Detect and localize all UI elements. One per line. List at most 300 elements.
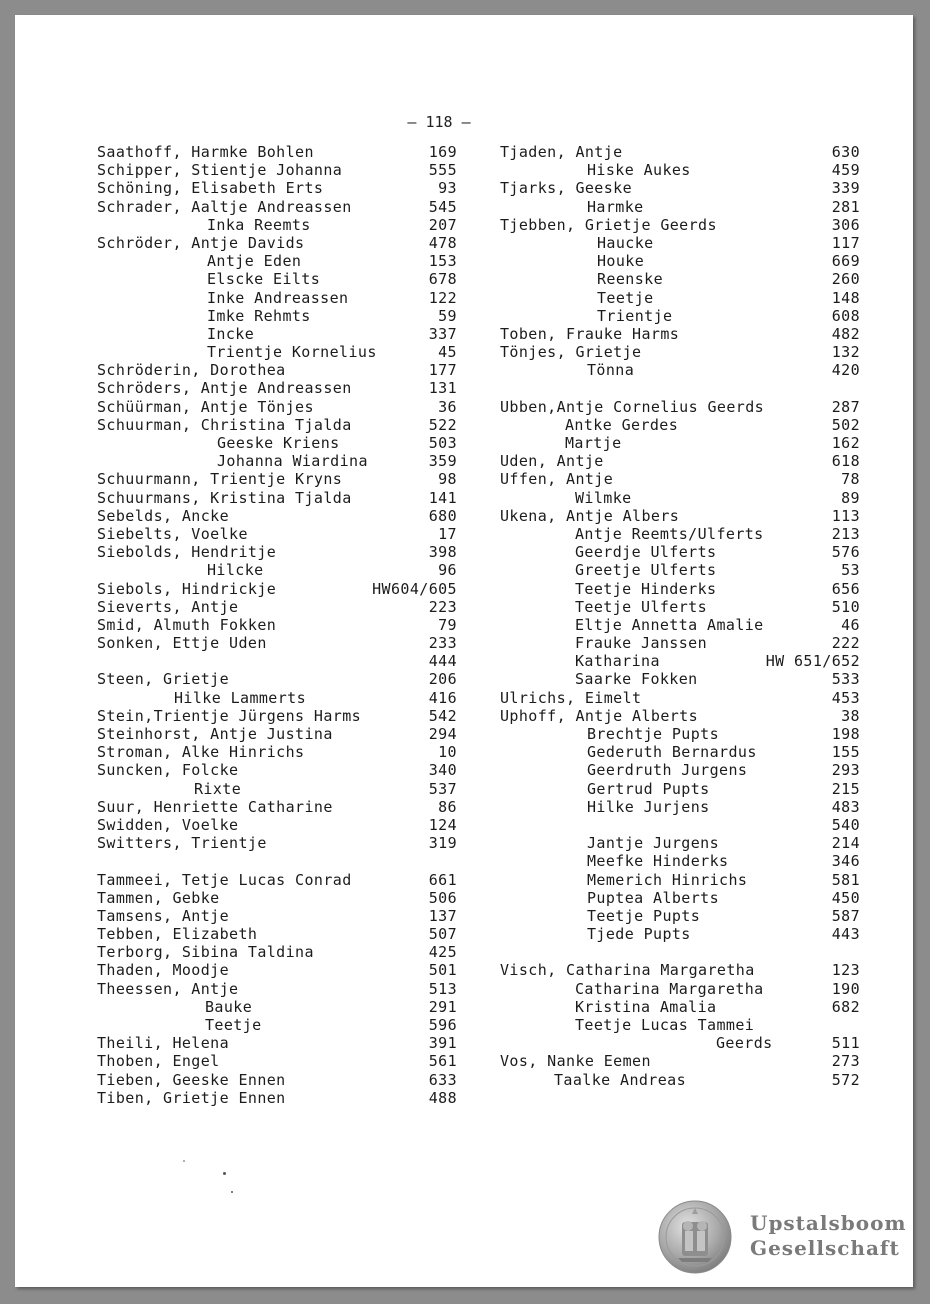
entry-name: Sebelds, Ancke xyxy=(97,506,230,525)
index-entry xyxy=(97,307,457,325)
entry-number: 177 xyxy=(428,361,457,380)
entry-name: Antje Reemts/Ulferts xyxy=(575,524,764,543)
entry-name: Rixte xyxy=(194,779,242,798)
index-entry xyxy=(500,907,860,925)
index-entry xyxy=(97,434,457,452)
index-entry xyxy=(97,634,457,652)
entry-name: Incke xyxy=(207,324,255,343)
entry-number: 678 xyxy=(428,270,457,289)
entry-name: Ukena, Antje Albers xyxy=(500,506,680,525)
index-column-right xyxy=(500,143,860,1089)
index-entry xyxy=(500,834,860,852)
entry-name: Imke Rehmts xyxy=(207,306,311,325)
index-entry xyxy=(97,361,457,379)
index-entry xyxy=(500,889,860,907)
entry-number: 661 xyxy=(428,870,457,889)
index-entry xyxy=(97,289,457,307)
entry-name: Tiben, Grietje Ennen xyxy=(97,1088,286,1107)
entry-number: 273 xyxy=(831,1052,860,1071)
entry-number: 89 xyxy=(841,488,860,507)
entry-number: 169 xyxy=(428,143,457,161)
index-entry xyxy=(500,943,860,961)
index-entry xyxy=(500,543,860,561)
entry-number: 319 xyxy=(428,834,457,853)
entry-name: Tamsens, Antje xyxy=(97,906,230,925)
index-entry xyxy=(97,416,457,434)
entry-number: 576 xyxy=(831,543,860,562)
entry-number: 198 xyxy=(831,725,860,743)
entry-name: Sonken, Ettje Uden xyxy=(97,634,267,653)
index-entry xyxy=(500,580,860,598)
entry-number: 132 xyxy=(831,343,860,362)
index-entry xyxy=(500,470,860,488)
index-entry xyxy=(500,198,860,216)
entry-number: 222 xyxy=(831,634,860,653)
entry-number: 587 xyxy=(831,906,860,925)
entry-name: Tjaden, Antje xyxy=(500,143,623,161)
index-entry xyxy=(97,1089,457,1107)
index-entry xyxy=(97,998,457,1016)
index-entry xyxy=(500,871,860,889)
index-entry xyxy=(97,343,457,361)
index-entry xyxy=(97,252,457,270)
entry-name: Antke Gerdes xyxy=(565,415,679,434)
entry-name: Saathoff, Harmke Bohlen xyxy=(97,143,314,161)
entry-number: 633 xyxy=(428,1070,457,1089)
entry-number: 117 xyxy=(831,233,860,252)
entry-number: 45 xyxy=(438,343,457,362)
entry-number: 294 xyxy=(428,725,457,743)
entry-name: Uphoff, Antje Alberts xyxy=(500,706,699,725)
entry-name: Schuurmann, Trientje Kryns xyxy=(97,470,343,489)
entry-number: 513 xyxy=(428,979,457,998)
entry-number: 293 xyxy=(831,761,860,780)
index-entry xyxy=(500,216,860,234)
entry-name: Hilke Lammerts xyxy=(174,688,307,707)
entry-name: Schöning, Elisabeth Erts xyxy=(97,179,324,198)
entry-name: Theessen, Antje xyxy=(97,979,239,998)
index-entry xyxy=(500,289,860,307)
entry-number: 391 xyxy=(428,1034,457,1053)
entry-number: 581 xyxy=(831,870,860,889)
entry-name: Hiske Aukes xyxy=(587,161,691,180)
entry-number: 669 xyxy=(831,252,860,271)
entry-number: 340 xyxy=(428,761,457,780)
index-entry xyxy=(500,980,860,998)
entry-number: 533 xyxy=(831,670,860,689)
index-entry xyxy=(500,307,860,325)
entry-number: 540 xyxy=(831,815,860,834)
entry-name: Antje Eden xyxy=(207,252,302,271)
entry-number: 459 xyxy=(831,161,860,180)
index-entry xyxy=(500,961,860,979)
entry-name: Brechtje Pupts xyxy=(587,725,720,743)
entry-name: Vos, Nanke Eemen xyxy=(500,1052,651,1071)
index-entry xyxy=(500,852,860,870)
index-entry xyxy=(500,689,860,707)
entry-name: Schrader, Aaltje Andreassen xyxy=(97,197,352,216)
index-entry xyxy=(500,561,860,579)
entry-number: 555 xyxy=(428,161,457,180)
index-entry xyxy=(500,379,860,397)
entry-name: Terborg, Sibina Taldina xyxy=(97,943,314,962)
entry-name: Siebolds, Hendritje xyxy=(97,543,277,562)
entry-number: 123 xyxy=(831,961,860,980)
entry-name: Teetje xyxy=(205,1016,262,1034)
index-entry xyxy=(97,780,457,798)
entry-number: 561 xyxy=(428,1052,457,1071)
entry-number: 680 xyxy=(428,506,457,525)
entry-number: 207 xyxy=(428,215,457,234)
index-entry xyxy=(97,761,457,779)
entry-number: 131 xyxy=(428,379,457,398)
entry-number: 153 xyxy=(428,252,457,271)
index-entry xyxy=(97,871,457,889)
index-entry xyxy=(500,161,860,179)
logo-line-1: Upstalsboom xyxy=(750,1211,907,1235)
entry-name: Hilcke xyxy=(207,561,264,580)
entry-name: Schröderin, Dorothea xyxy=(97,361,286,380)
entry-name: Inka Reemts xyxy=(207,215,311,234)
entry-number: 483 xyxy=(831,797,860,816)
index-entry xyxy=(97,889,457,907)
entry-name: Steinhorst, Antje Justina xyxy=(97,725,333,743)
entry-name: Harmke xyxy=(587,197,644,216)
entry-number: 572 xyxy=(831,1070,860,1089)
entry-number: 398 xyxy=(428,543,457,562)
entry-name: Geerdje Ulferts xyxy=(575,543,717,562)
entry-name: Theili, Helena xyxy=(97,1034,230,1053)
entry-number: 510 xyxy=(831,597,860,616)
entry-number: 444 xyxy=(428,652,457,671)
scan-speck xyxy=(223,1172,226,1175)
entry-number: 233 xyxy=(428,634,457,653)
index-entry xyxy=(97,980,457,998)
entry-name: Katharina xyxy=(575,652,660,671)
entry-number: 10 xyxy=(438,743,457,762)
entry-number: 502 xyxy=(831,415,860,434)
entry-number: 214 xyxy=(831,834,860,853)
entry-name: Uffen, Antje xyxy=(500,470,614,489)
entry-name: Tjede Pupts xyxy=(587,925,691,944)
entry-number: 359 xyxy=(428,452,457,471)
entry-name: Jantje Jurgens xyxy=(587,834,720,853)
entry-name: Smid, Almuth Fokken xyxy=(97,615,277,634)
entry-number: 215 xyxy=(831,779,860,798)
index-entry xyxy=(97,270,457,288)
index-entry xyxy=(97,452,457,470)
index-entry xyxy=(500,325,860,343)
index-entry xyxy=(500,634,860,652)
index-entry xyxy=(97,398,457,416)
entry-name: Frauke Janssen xyxy=(575,634,708,653)
entry-name: Meefke Hinderks xyxy=(587,852,729,871)
entry-number: 443 xyxy=(831,925,860,944)
entry-name: Geerdruth Jurgens xyxy=(587,761,748,780)
entry-number: 537 xyxy=(428,779,457,798)
entry-number: 46 xyxy=(841,615,860,634)
entry-number: 59 xyxy=(438,306,457,325)
index-entry xyxy=(97,198,457,216)
entry-number: 542 xyxy=(428,706,457,725)
entry-number: 346 xyxy=(831,852,860,871)
entry-name: Schröder, Antje Davids xyxy=(97,233,305,252)
entry-number: 86 xyxy=(438,797,457,816)
entry-number: 162 xyxy=(831,434,860,452)
index-entry xyxy=(500,143,860,161)
index-entry xyxy=(97,598,457,616)
index-entry xyxy=(97,179,457,197)
entry-name: Greetje Ulferts xyxy=(575,561,717,580)
index-entry xyxy=(500,707,860,725)
entry-number: 148 xyxy=(831,288,860,307)
entry-number: 608 xyxy=(831,306,860,325)
entry-number: 93 xyxy=(438,179,457,198)
entry-name: Tönna xyxy=(587,361,635,380)
entry-name: Taalke Andreas xyxy=(554,1070,687,1089)
society-logo xyxy=(658,1197,908,1277)
index-entry xyxy=(97,961,457,979)
entry-name: Tebben, Elizabeth xyxy=(97,925,258,944)
index-entry xyxy=(97,379,457,397)
entry-number: 122 xyxy=(428,288,457,307)
entry-number: HW 651/652 xyxy=(765,652,860,671)
entry-number: 281 xyxy=(831,197,860,216)
index-entry xyxy=(500,361,860,379)
entry-name: Suncken, Folcke xyxy=(97,761,239,780)
page-number-text: – 118 – xyxy=(407,113,471,131)
index-entry xyxy=(500,616,860,634)
index-entry xyxy=(500,416,860,434)
entry-number: 113 xyxy=(831,506,860,525)
entry-name: Ulrichs, Eimelt xyxy=(500,688,642,707)
entry-name: Memerich Hinrichs xyxy=(587,870,748,889)
entry-number: 656 xyxy=(831,579,860,598)
index-entry xyxy=(500,525,860,543)
index-entry xyxy=(97,580,457,598)
entry-name: Thoben, Engel xyxy=(97,1052,220,1071)
entry-number: 78 xyxy=(841,470,860,489)
entry-number: 337 xyxy=(428,324,457,343)
index-entry xyxy=(500,925,860,943)
index-entry xyxy=(97,161,457,179)
entry-number: 190 xyxy=(831,979,860,998)
entry-number: 478 xyxy=(428,233,457,252)
index-entry xyxy=(500,743,860,761)
index-entry xyxy=(500,652,860,670)
entry-number: 453 xyxy=(831,688,860,707)
index-entry xyxy=(97,798,457,816)
entry-number: 17 xyxy=(438,524,457,543)
index-entry xyxy=(97,561,457,579)
index-entry xyxy=(97,725,457,743)
entry-name: Tjarks, Geeske xyxy=(500,179,633,198)
entry-name: Thaden, Moodje xyxy=(97,961,230,980)
entry-number: 482 xyxy=(831,324,860,343)
index-entry xyxy=(97,816,457,834)
index-entry xyxy=(500,761,860,779)
entry-number: 98 xyxy=(438,470,457,489)
entry-name: Saarke Fokken xyxy=(575,670,698,689)
entry-number: 630 xyxy=(831,143,860,161)
index-entry xyxy=(500,598,860,616)
entry-name: Teetje Hinderks xyxy=(575,579,717,598)
entry-number: 425 xyxy=(428,943,457,962)
index-entry xyxy=(97,1016,457,1034)
index-entry xyxy=(500,1016,860,1034)
entry-name: Eltje Annetta Amalie xyxy=(575,615,764,634)
entry-name: Bauke xyxy=(205,997,253,1016)
entry-name: Tammeei, Tetje Lucas Conrad xyxy=(97,870,352,889)
entry-name: Tönjes, Grietje xyxy=(500,343,642,362)
entry-name: Hilke Jurjens xyxy=(587,797,710,816)
entry-name: Teetje Lucas Tammei xyxy=(575,1016,755,1034)
index-entry xyxy=(97,834,457,852)
entry-number: 488 xyxy=(428,1088,457,1107)
index-entry xyxy=(97,670,457,688)
index-entry xyxy=(500,816,860,834)
entry-name: Schüürman, Antje Tönjes xyxy=(97,397,314,416)
index-entry xyxy=(500,398,860,416)
entry-number: 682 xyxy=(831,997,860,1016)
index-entry xyxy=(97,925,457,943)
index-entry xyxy=(97,707,457,725)
entry-name: Puptea Alberts xyxy=(587,888,720,907)
entry-number: 450 xyxy=(831,888,860,907)
entry-number: 522 xyxy=(428,415,457,434)
entry-name: Johanna Wiardina xyxy=(217,452,368,471)
index-entry xyxy=(97,525,457,543)
entry-name: Geerds xyxy=(716,1034,773,1053)
entry-number: 141 xyxy=(428,488,457,507)
entry-name: Teetje xyxy=(597,288,654,307)
entry-name: Geeske Kriens xyxy=(217,434,340,452)
entry-name: Steen, Grietje xyxy=(97,670,230,689)
index-entry xyxy=(97,216,457,234)
entry-name: Tammen, Gebke xyxy=(97,888,220,907)
entry-name: Gertrud Pupts xyxy=(587,779,710,798)
entry-number: 223 xyxy=(428,597,457,616)
entry-name: Tjebben, Grietje Geerds xyxy=(500,215,717,234)
entry-number: 503 xyxy=(428,434,457,452)
index-column-left xyxy=(97,143,457,1107)
entry-number: 155 xyxy=(831,743,860,762)
scan-speck xyxy=(183,1160,185,1162)
index-entry xyxy=(97,852,457,870)
entry-name: Siebelts, Voelke xyxy=(97,524,248,543)
entry-name: Elscke Eilts xyxy=(207,270,321,289)
entry-name: Teetje Pupts xyxy=(587,906,701,925)
entry-name: Ubben,Antje Cornelius Geerds xyxy=(500,397,765,416)
entry-name: Stroman, Alke Hinrichs xyxy=(97,743,305,762)
index-entry xyxy=(500,343,860,361)
index-entry xyxy=(500,434,860,452)
entry-number: 501 xyxy=(428,961,457,980)
entry-number: 287 xyxy=(831,397,860,416)
index-entry xyxy=(500,798,860,816)
index-entry xyxy=(97,470,457,488)
entry-name: Trientje xyxy=(597,306,673,325)
entry-name: Visch, Catharina Margaretha xyxy=(500,961,755,980)
entry-name: Teetje Ulferts xyxy=(575,597,708,616)
entry-name: Uden, Antje xyxy=(500,452,604,471)
entry-number: 260 xyxy=(831,270,860,289)
entry-name: Switters, Trientje xyxy=(97,834,267,853)
entry-name: Martje xyxy=(565,434,622,452)
index-entry xyxy=(500,725,860,743)
entry-number: 206 xyxy=(428,670,457,689)
logo-text xyxy=(750,1211,907,1261)
entry-name: Haucke xyxy=(597,233,654,252)
entry-name: Swidden, Voelke xyxy=(97,815,239,834)
entry-name: Schuurmans, Kristina Tjalda xyxy=(97,488,352,507)
entry-name: Stein,Trientje Jürgens Harms xyxy=(97,706,362,725)
entry-number: 291 xyxy=(428,997,457,1016)
entry-number: 53 xyxy=(841,561,860,580)
entry-number: 79 xyxy=(438,615,457,634)
entry-number: 507 xyxy=(428,925,457,944)
entry-number: 596 xyxy=(428,1016,457,1034)
index-entry xyxy=(500,252,860,270)
entry-name: Siebols, Hindrickje xyxy=(97,579,277,598)
document-page xyxy=(15,15,913,1287)
index-entry xyxy=(97,143,457,161)
entry-name: Schröders, Antje Andreassen xyxy=(97,379,352,398)
entry-number: 416 xyxy=(428,688,457,707)
entry-name: Reenske xyxy=(597,270,664,289)
index-entry xyxy=(97,743,457,761)
page-number xyxy=(15,113,913,131)
logo-line-2: Gesellschaft xyxy=(750,1236,900,1260)
index-entry xyxy=(97,1034,457,1052)
index-entry xyxy=(97,689,457,707)
index-entry xyxy=(97,616,457,634)
entry-number: 339 xyxy=(831,179,860,198)
index-entry xyxy=(500,998,860,1016)
index-entry xyxy=(97,543,457,561)
entry-name: Tieben, Geeske Ennen xyxy=(97,1070,286,1089)
entry-number: HW604/605 xyxy=(372,579,457,598)
index-entry xyxy=(500,489,860,507)
index-entry xyxy=(97,234,457,252)
entry-number: 506 xyxy=(428,888,457,907)
index-entry xyxy=(500,507,860,525)
entry-name: Gederuth Bernardus xyxy=(587,743,757,762)
index-entry xyxy=(97,652,457,670)
index-entry xyxy=(500,1052,860,1070)
index-entry xyxy=(500,452,860,470)
entry-name: Wilmke xyxy=(575,488,632,507)
entry-number: 213 xyxy=(831,524,860,543)
index-entry xyxy=(97,1071,457,1089)
index-entry xyxy=(97,325,457,343)
index-entry xyxy=(500,780,860,798)
entry-name: Trientje Kornelius xyxy=(207,343,377,362)
index-entry xyxy=(97,507,457,525)
entry-name: Suur, Henriette Catharine xyxy=(97,797,333,816)
index-entry xyxy=(97,489,457,507)
entry-number: 618 xyxy=(831,452,860,471)
entry-number: 306 xyxy=(831,215,860,234)
entry-number: 96 xyxy=(438,561,457,580)
entry-number: 545 xyxy=(428,197,457,216)
entry-name: Houke xyxy=(597,252,645,271)
entry-number: 36 xyxy=(438,397,457,416)
entry-name: Toben, Frauke Harms xyxy=(500,324,680,343)
entry-name: Kristina Amalia xyxy=(575,997,717,1016)
index-entry xyxy=(97,907,457,925)
entry-number: 124 xyxy=(428,815,457,834)
